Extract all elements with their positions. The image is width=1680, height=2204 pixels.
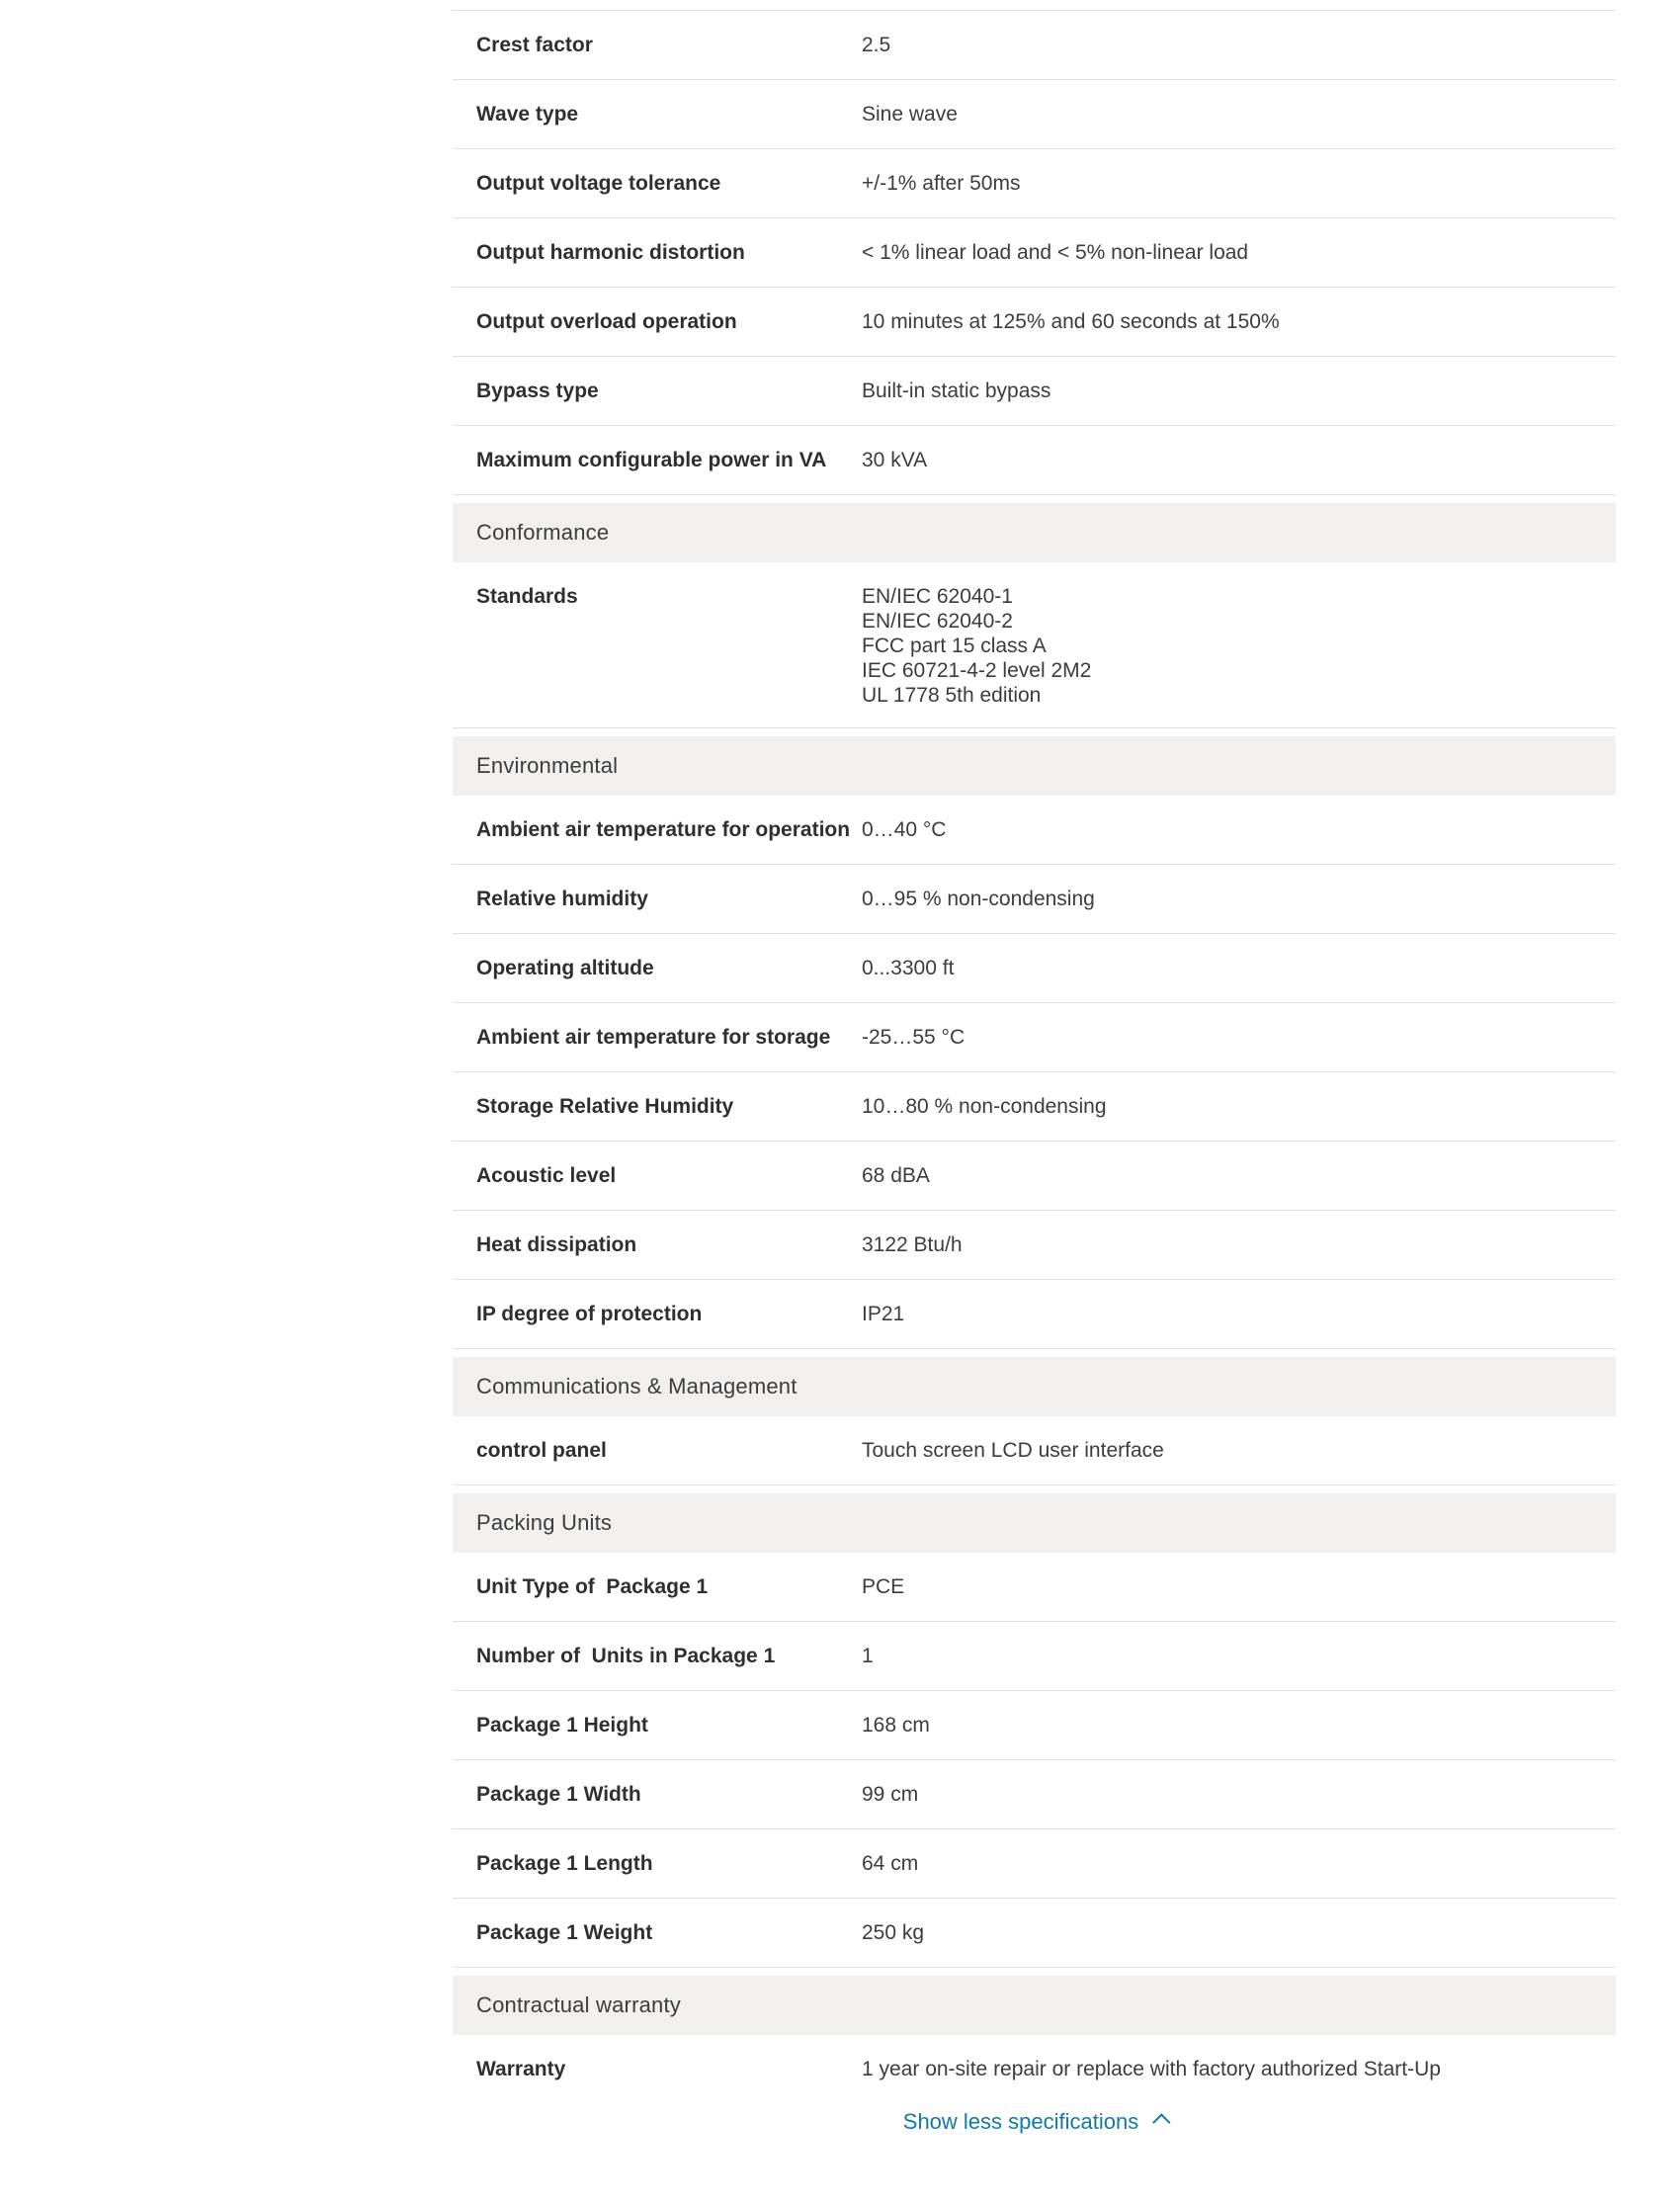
spec-value: 10…80 % non-condensing xyxy=(862,1095,1107,1118)
spec-value: 3122 Btu/h xyxy=(862,1233,963,1256)
spec-label: Crest factor xyxy=(476,34,593,56)
spec-value: 64 cm xyxy=(862,1852,919,1875)
spec-value: Built-in static bypass xyxy=(862,380,1051,402)
spec-value: < 1% linear load and < 5% non-linear load xyxy=(862,241,1249,264)
spec-value xyxy=(862,584,1616,708)
footer-link-row xyxy=(453,2109,1616,2135)
spec-label: Output overload operation xyxy=(476,310,737,333)
section-header xyxy=(453,1493,1616,1553)
spec-value: 250 kg xyxy=(862,1921,925,1944)
spec-value: 0…40 °C xyxy=(862,818,947,841)
spec-value: -25…55 °C xyxy=(862,1026,966,1049)
spec-value-line: EN/IEC 62040-1 xyxy=(862,585,1013,608)
spec-row xyxy=(453,1760,1616,1829)
spec-row xyxy=(453,1553,1616,1622)
section-header xyxy=(453,503,1616,562)
spec-row xyxy=(453,426,1616,495)
section-header-label: Conformance xyxy=(476,520,610,545)
spec-value: 168 cm xyxy=(862,1714,930,1737)
spec-value: PCE xyxy=(862,1575,905,1598)
chevron-up-icon xyxy=(1152,2113,1170,2131)
spec-value: +/-1% after 50ms xyxy=(862,172,1021,195)
spec-row xyxy=(453,1142,1616,1211)
spec-label: Unit Type of Package 1 xyxy=(476,1575,709,1598)
spec-value: 0...3300 ft xyxy=(862,957,955,979)
spec-row xyxy=(453,2035,1616,2103)
spec-row xyxy=(453,1072,1616,1142)
spec-label: Number of Units in Package 1 xyxy=(476,1645,776,1667)
spec-value-line: FCC part 15 class A xyxy=(862,635,1047,657)
spec-label: Standards xyxy=(476,585,578,608)
section-header xyxy=(453,1976,1616,2035)
spec-value: 68 dBA xyxy=(862,1164,930,1187)
spec-value: 10 minutes at 125% and 60 seconds at 150% xyxy=(862,310,1280,333)
spec-label: Wave type xyxy=(476,103,579,126)
spec-label: Heat dissipation xyxy=(476,1233,637,1256)
spec-label: Acoustic level xyxy=(476,1164,617,1187)
spec-row xyxy=(453,934,1616,1003)
spec-label: Output voltage tolerance xyxy=(476,172,721,195)
spec-label: Package 1 Height xyxy=(476,1714,648,1737)
spec-value: 30 kVA xyxy=(862,449,928,471)
specifications-panel xyxy=(453,10,1616,2135)
spec-row xyxy=(453,562,1616,728)
spec-label: Package 1 Weight xyxy=(476,1921,653,1944)
spec-row xyxy=(453,1211,1616,1280)
spec-label: Output harmonic distortion xyxy=(476,241,745,264)
spec-row xyxy=(453,1691,1616,1760)
spec-row xyxy=(453,80,1616,149)
spec-value: 0…95 % non-condensing xyxy=(862,888,1095,910)
spec-label: Warranty xyxy=(476,2058,566,2080)
spec-row xyxy=(453,796,1616,865)
section-header-label: Communications & Management xyxy=(476,1374,798,1399)
spec-table xyxy=(453,10,1616,2103)
spec-row xyxy=(453,357,1616,426)
spec-row xyxy=(453,1416,1616,1485)
section-header xyxy=(453,736,1616,796)
spec-value-line: IEC 60721-4-2 level 2M2 xyxy=(862,659,1092,682)
spec-label: IP degree of protection xyxy=(476,1303,703,1325)
section-header-label: Packing Units xyxy=(476,1510,613,1535)
spec-label: Relative humidity xyxy=(476,888,648,910)
spec-value: 1 year on-site repair or replace with factory authorized Start-Up xyxy=(862,2058,1441,2080)
spec-value: 1 xyxy=(862,1645,874,1667)
spec-label: Ambient air temperature for operation xyxy=(476,818,851,841)
spec-value: 99 cm xyxy=(862,1783,919,1806)
spec-row xyxy=(453,218,1616,288)
spec-label: Ambient air temperature for storage xyxy=(476,1026,831,1049)
section-header-label: Contractual warranty xyxy=(476,1992,681,2017)
spec-label: Maximum configurable power in VA xyxy=(476,449,827,471)
spec-row xyxy=(453,1829,1616,1899)
show-less-specifications-link[interactable] xyxy=(903,2109,1165,2135)
spec-label: Package 1 Width xyxy=(476,1783,641,1806)
spec-row xyxy=(453,1899,1616,1968)
spec-label: Package 1 Length xyxy=(476,1852,653,1875)
show-less-label: Show less specifications xyxy=(902,2109,1139,2134)
spec-value: Sine wave xyxy=(862,103,958,126)
spec-label: Bypass type xyxy=(476,380,599,402)
spec-value: Touch screen LCD user interface xyxy=(862,1439,1164,1462)
spec-label: Storage Relative Humidity xyxy=(476,1095,734,1118)
spec-row xyxy=(453,1622,1616,1691)
section-header-label: Environmental xyxy=(476,753,619,778)
spec-label: control panel xyxy=(476,1439,607,1462)
spec-value-line: UL 1778 5th edition xyxy=(862,684,1042,707)
spec-row xyxy=(453,11,1616,80)
section-header xyxy=(453,1357,1616,1416)
spec-value: 2.5 xyxy=(862,34,891,56)
spec-label: Operating altitude xyxy=(476,957,654,979)
spec-row xyxy=(453,288,1616,357)
spec-row xyxy=(453,1003,1616,1072)
spec-value-line: EN/IEC 62040-2 xyxy=(862,610,1013,633)
spec-row xyxy=(453,865,1616,934)
spec-value: IP21 xyxy=(862,1303,905,1325)
spec-row xyxy=(453,1280,1616,1349)
spec-row xyxy=(453,149,1616,218)
